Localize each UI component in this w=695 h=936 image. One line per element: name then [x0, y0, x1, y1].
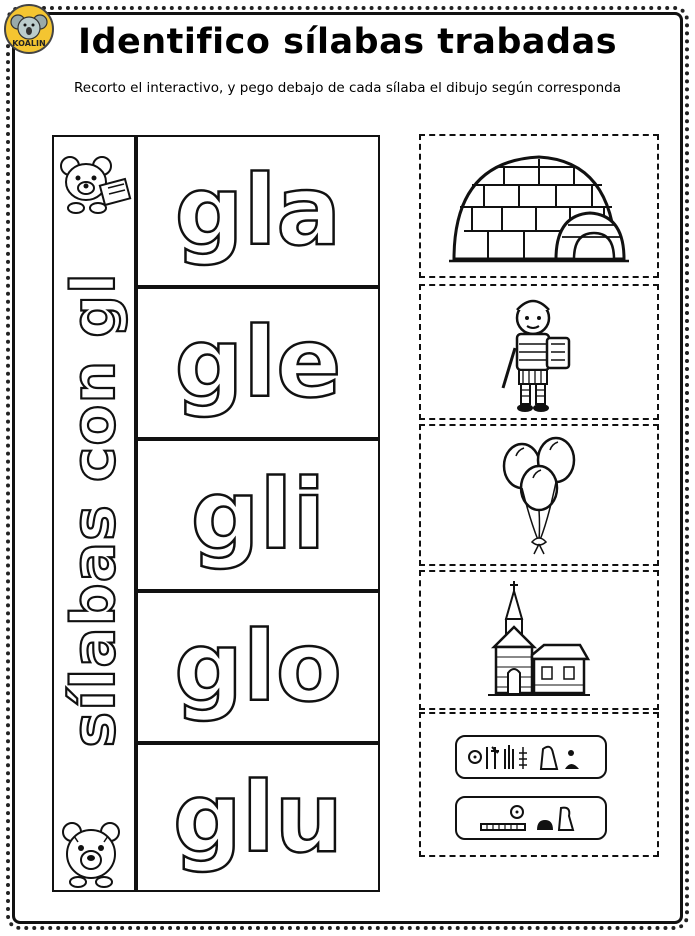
syllable-box-gla: [136, 135, 380, 287]
balloons-icon: [494, 430, 584, 560]
syllable-box-glo: [136, 591, 380, 743]
syllable-text: gle: [174, 307, 342, 419]
hieroglyph-icon: [461, 800, 601, 836]
syllable-text: gla: [174, 155, 342, 267]
logo-text: KOALIN: [12, 39, 46, 48]
hieroglyph-icon: [461, 739, 601, 775]
cutout-gladiator[interactable]: [419, 284, 659, 420]
gladiator-icon: [489, 288, 589, 416]
syllable-text: glu: [173, 761, 343, 874]
hieroglyph-cartouche-2: [455, 796, 607, 840]
syllable-box-gle: [136, 287, 380, 439]
igloo-icon: [444, 141, 634, 271]
bear-reading-icon: [56, 152, 136, 216]
instructions: Recorto el interactivo, y pego debajo de cada sílaba el dibujo según corresponda: [74, 80, 621, 96]
cutout-balloons[interactable]: [419, 424, 659, 566]
cutout-igloo[interactable]: [419, 134, 659, 278]
page-title: Identifico sílabas trabadas: [77, 22, 618, 62]
cutout-church[interactable]: [419, 570, 659, 710]
syllable-box-glu: [136, 743, 380, 892]
hieroglyph-cartouche-1: [455, 735, 607, 779]
vertical-label: sílabas con gl: [59, 272, 129, 748]
syllable-text: glo: [174, 611, 342, 723]
syllable-box-gli: [136, 439, 380, 591]
syllable-text: gli: [190, 459, 326, 571]
bear-face-icon: [58, 818, 124, 888]
church-icon: [484, 577, 594, 703]
